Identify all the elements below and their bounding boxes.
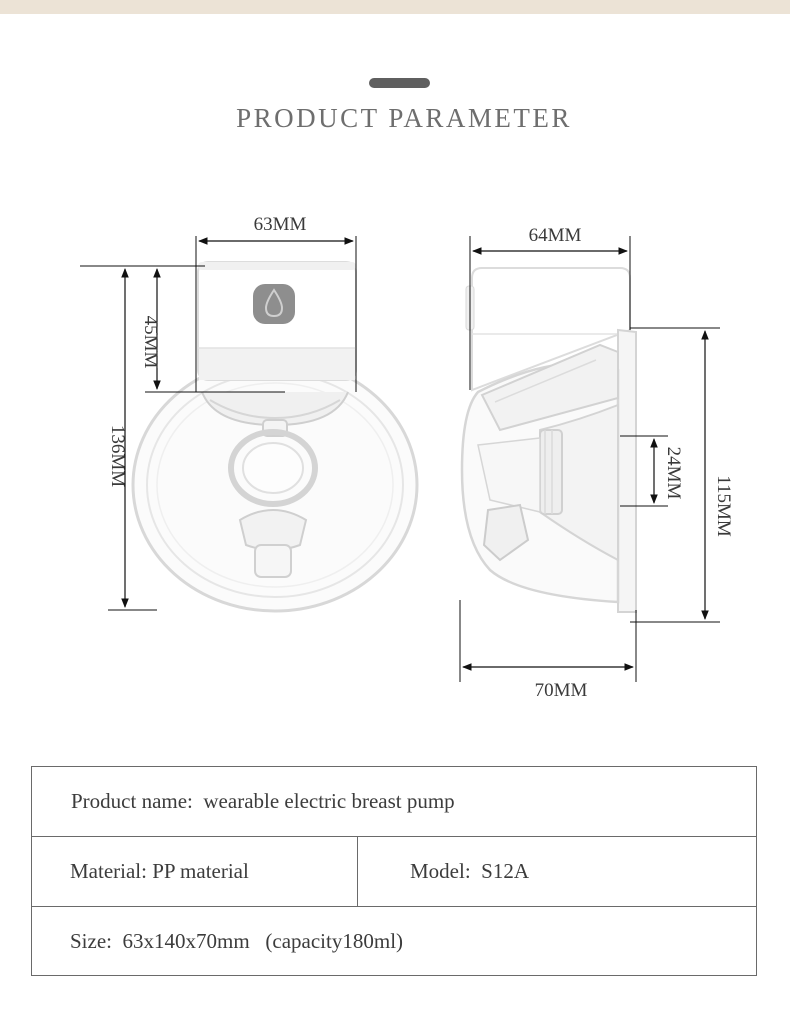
page-title: PRODUCT PARAMETER: [236, 103, 572, 133]
nipple-size-label: 24MM: [663, 446, 684, 500]
spec-row-material-model: [32, 837, 756, 907]
front-view-illustration: [133, 262, 417, 611]
cap-height-label: 45MM: [140, 315, 161, 369]
spec-row-product-name: [32, 767, 756, 837]
side-height-label: 115MM: [713, 475, 734, 537]
model-text: Model: S12A: [410, 859, 530, 883]
spec-divider: [357, 837, 358, 906]
product-name-text: Product name: wearable electric breast pump: [71, 789, 455, 813]
front-width-label: 63MM: [253, 214, 307, 235]
front-height-label: 136MM: [107, 424, 128, 488]
material-text: Material: PP material: [70, 859, 249, 883]
side-view-illustration: [462, 268, 636, 612]
spec-row-size: [32, 907, 756, 975]
spec-table: [31, 766, 757, 976]
size-text: Size: 63x140x70mm (capacity180ml): [70, 928, 404, 953]
side-depth-label: 70MM: [534, 680, 588, 701]
side-width-label: 64MM: [528, 225, 582, 246]
